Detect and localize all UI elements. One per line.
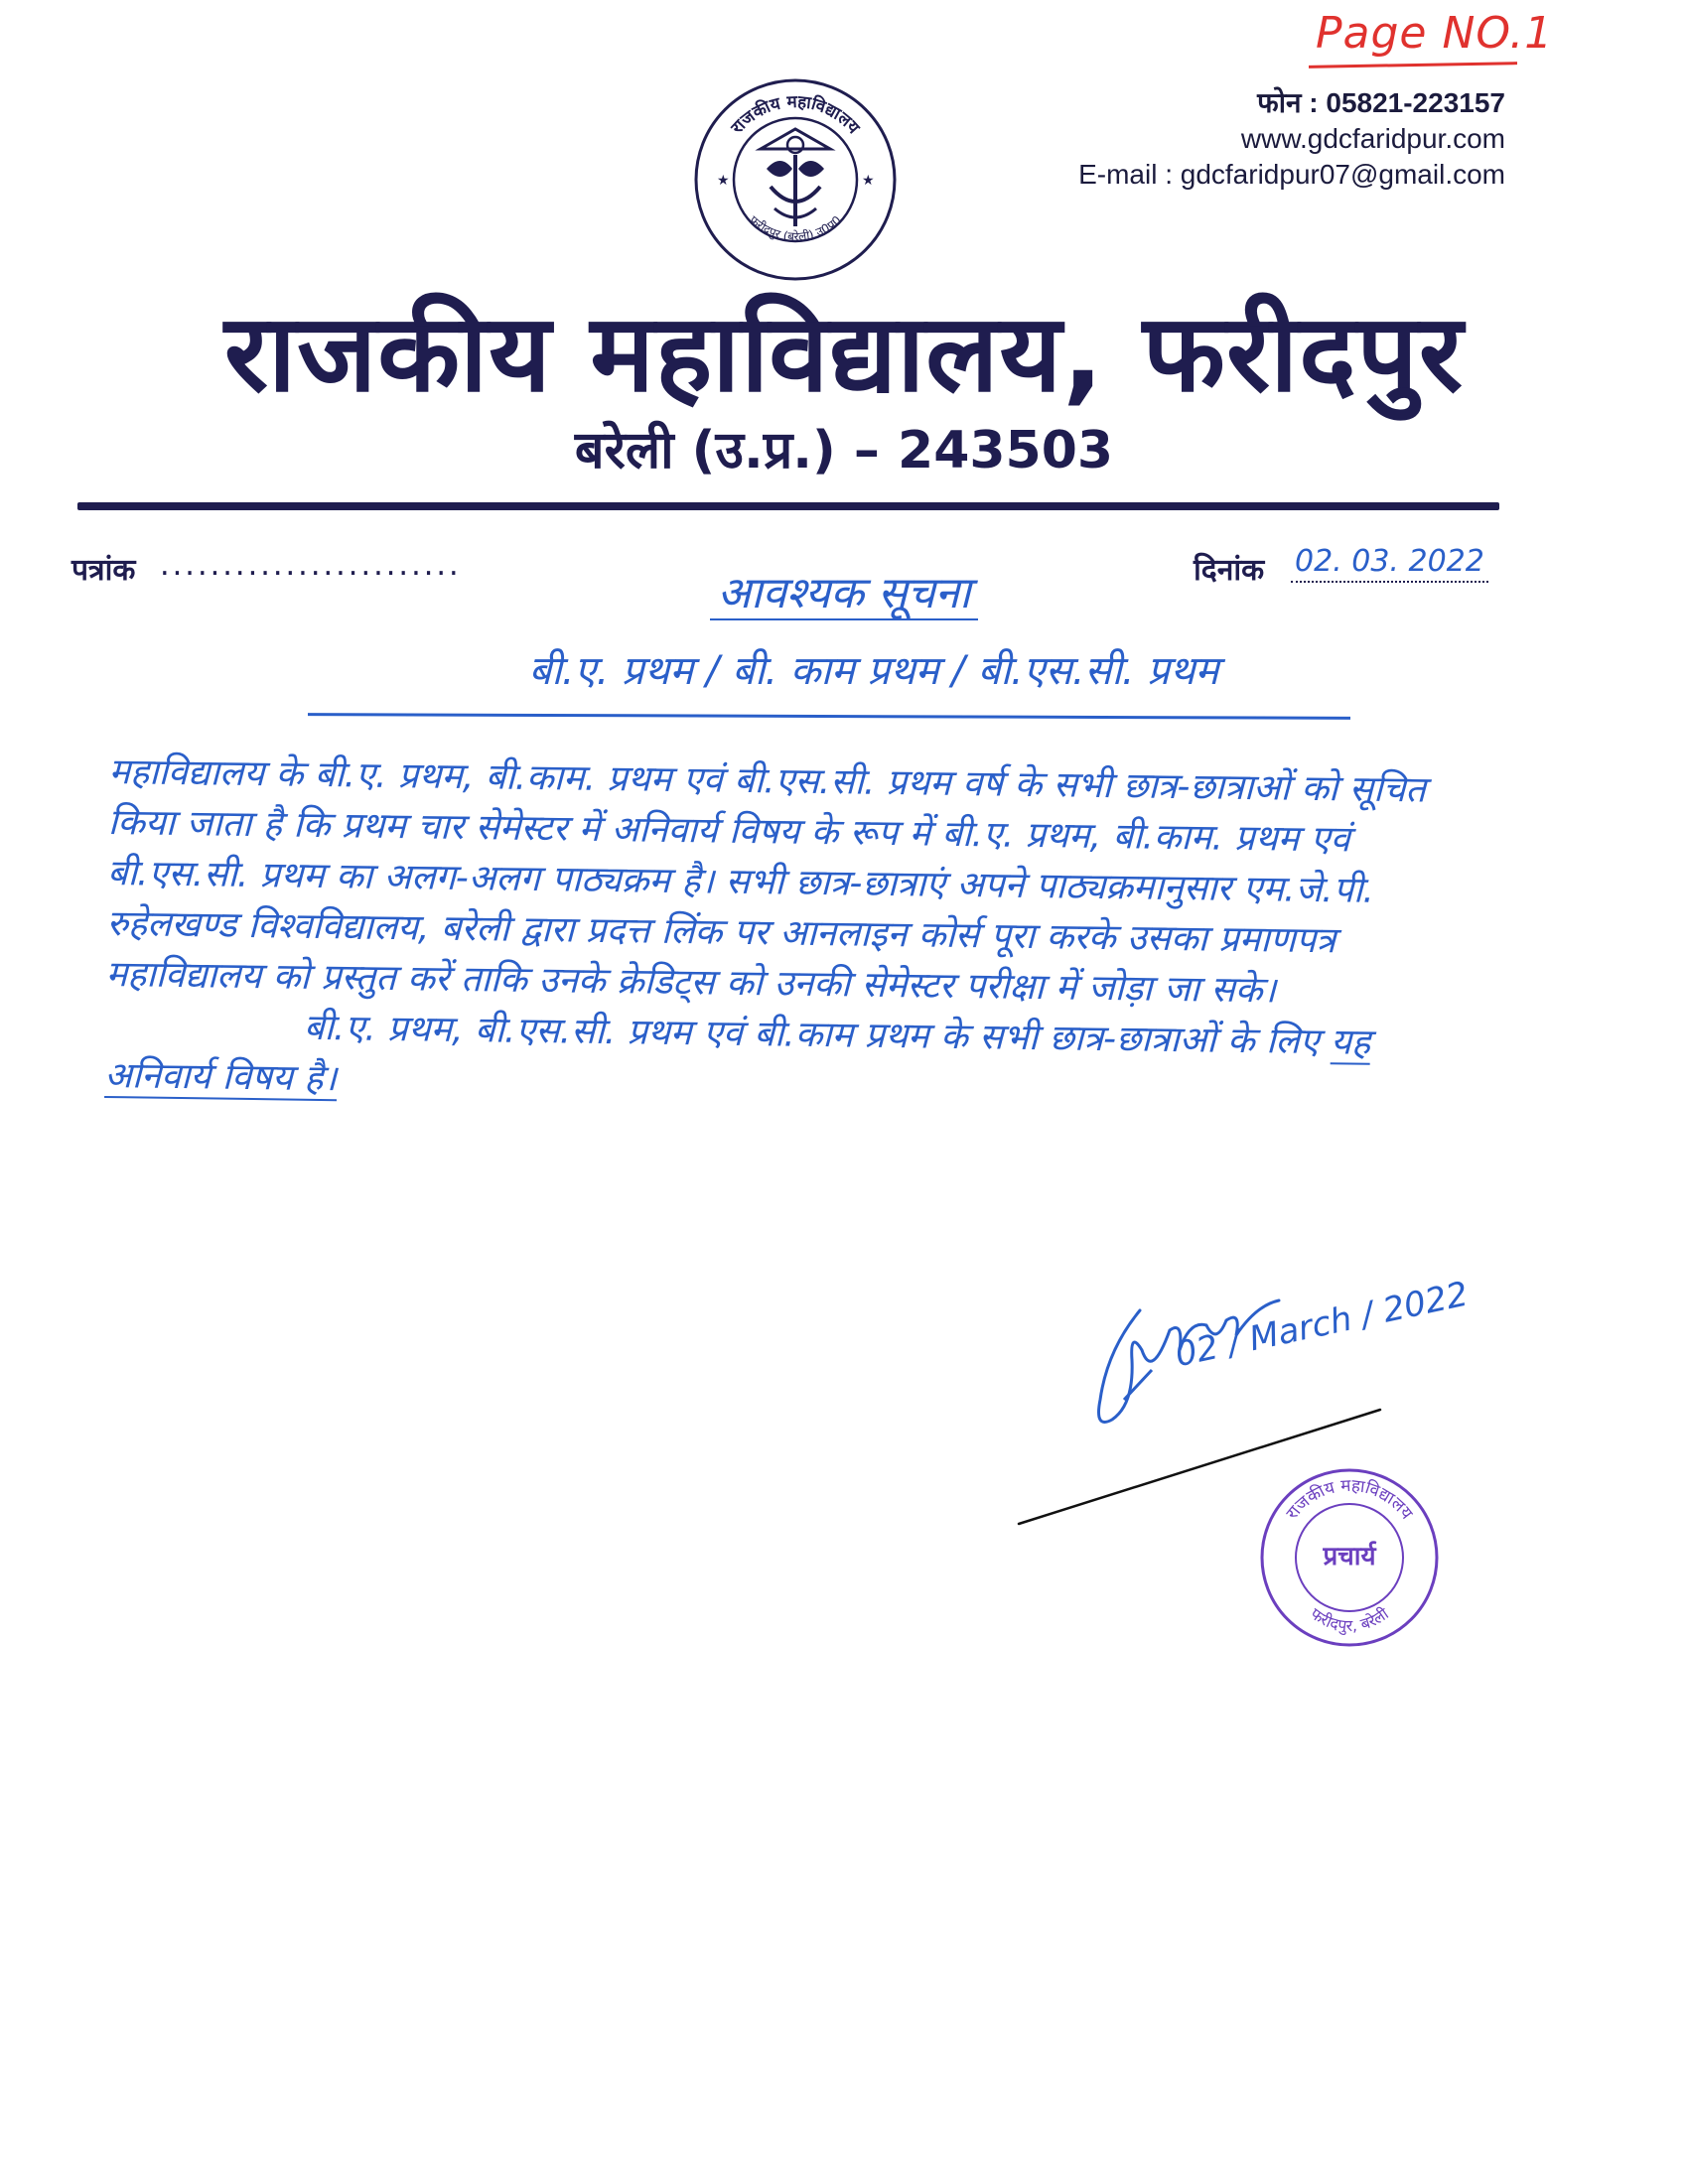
contact-block: [1078, 85, 1505, 193]
reference-blank: ........................: [157, 552, 459, 582]
page-number-underline: [1309, 62, 1517, 68]
signature-date: 02 / March / 2022: [1172, 1274, 1473, 1376]
date-label: दिनांक: [1194, 553, 1265, 588]
phone-number: फोन : 05821-223157: [1257, 87, 1505, 118]
college-logo-emblem: [693, 77, 898, 282]
notice-heading: [0, 566, 1688, 621]
svg-text:राजकीय महाविद्यालय: राजकीय महाविद्यालय: [1282, 1475, 1417, 1524]
svg-text:★: ★: [717, 173, 730, 189]
website-link[interactable]: www.gdcfaridpur.com: [1240, 123, 1505, 154]
notice-subheading: बी.ए. प्रथम / बी. काम प्रथम / बी.एस.सी. प्रथम: [528, 648, 1219, 694]
svg-text:★: ★: [862, 173, 875, 189]
notice-paragraph-2: [104, 1000, 1426, 1120]
mandatory-subject-phrase: यह अनिवार्य विषय है।: [104, 1022, 1371, 1100]
notice-paragraph-1: महाविद्यालय के बी.ए. प्रथम, बी.काम. प्रथम एवं बी.एस.सी. प्रथम वर्ष के सभी छात्र-छात्राओं को सूचित किया जाता है कि प्रथम चार सेमेस्टर में अनिवार्य विषय के रूप में बी.ए. प्रथम, बी.काम. प्रथम एवं बी.एस.सी. प्रथम का अलग-अलग पाठ्यक्रम है। सभी छात्र-छात्राएं अपने पाठ्यक्रमानुसार एम.जे.पी. रुहेलखण्ड विश्वविद्यालय, बरेली द्वारा प्रदत्त लिंक पर आनलाइन कोर्स पूरा करके उसका प्रमाणपत्र महाविद्यालय को प्रस्तुत करें ताकि उनके क्रेडिट्स को उनकी सेमेस्टर परीक्षा में जोड़ा जा सके।: [105, 751, 1427, 1012]
svg-text:फरीदपुर, बरेली: फरीदपुर, बरेली: [1307, 1603, 1392, 1636]
svg-text:फरीदपुर (बरेली) उ0प्र0: फरीदपुर (बरेली) उ0प्र0: [747, 212, 844, 244]
date-value: 02. 03. 2022: [1291, 544, 1488, 583]
college-name-title: राजकीय महाविद्यालय, फरीदपुर: [223, 292, 1465, 416]
letterhead-divider: [77, 502, 1499, 510]
page-number: Page NO.1: [1316, 8, 1554, 59]
subheading-underline: [308, 713, 1350, 720]
email-address[interactable]: E-mail : gdcfaridpur07@gmail.com: [1078, 159, 1505, 190]
reference-label: पत्रांक: [71, 553, 136, 588]
notice-heading-text: आवश्यक सूचना: [710, 568, 979, 620]
college-address-line: बरेली (उ.प्र.) – 243503: [574, 421, 1114, 480]
seal-center-text: प्रचार्य: [1323, 1542, 1376, 1571]
notice-body: [104, 747, 1430, 1120]
svg-text:राजकीय महाविद्यालय: राजकीय महाविद्यालय: [727, 91, 864, 138]
notice-paragraph-2-text: बी.ए. प्रथम, बी.एस.सी. प्रथम एवं बी.काम प्रथम के सभी छात्र-छात्राओं के लिए: [303, 1007, 1332, 1063]
